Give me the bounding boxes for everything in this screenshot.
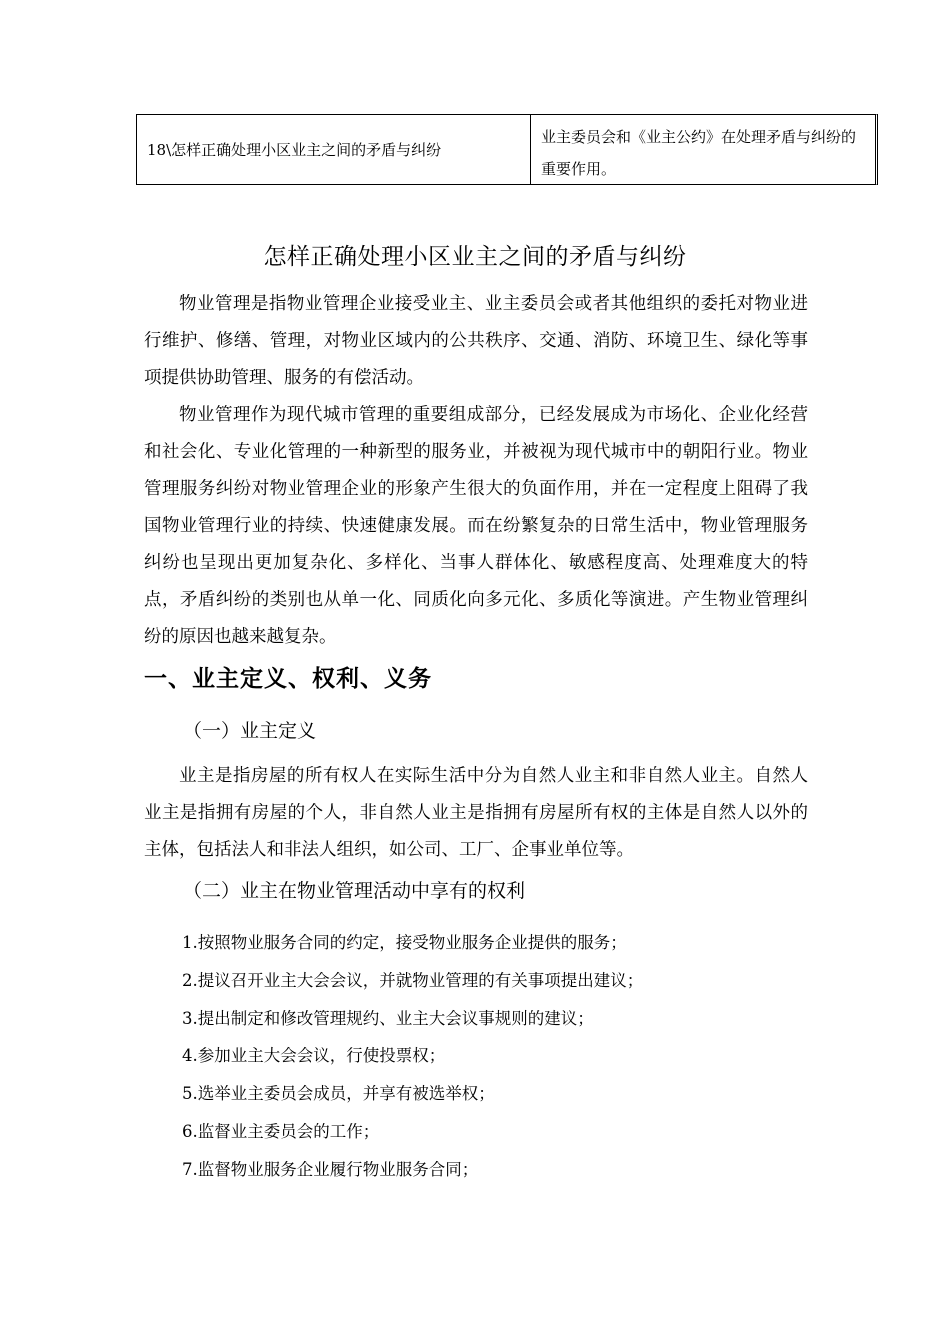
subsection-heading-definition: （一）业主定义 (183, 720, 317, 742)
section-heading-1: 一、业主定义、权利、义务 (144, 666, 432, 692)
header-cell-note: 业主委员会和《业主公约》在处理矛盾与纠纷的重要作用。 (541, 128, 857, 178)
document-title: 怎样正确处理小区业主之间的矛盾与纠纷 (263, 244, 687, 270)
header-cell-topic (137, 115, 531, 184)
header-cell-topic-text: 18\怎样正确处理小区业主之间的矛盾与纠纷 (147, 141, 442, 159)
intro-paragraph-1: 物业管理是指物业管理企业接受业主、业主委员会或者其他组织的委托对物业进行维护、修缮、管理，对物业区域内的公共秩序、交通、消防、环境卫生、绿化等事项提供协助管理、服务的有偿活动。 (144, 294, 808, 388)
list-item: 7.监督物业服务企业履行物业服务合同； (182, 1159, 479, 1179)
list-item: 3.提出制定和修改管理规约、业主大会议事规则的建议； (182, 1008, 594, 1028)
list-item: 2.提议召开业主大会会议，并就物业管理的有关事项提出建议； (182, 970, 644, 990)
intro-paragraph-2: 物业管理作为现代城市管理的重要组成部分，已经发展成为市场化、企业化经营和社会化、专业化管理的一种新型的服务业，并被视为现代城市中的朝阳行业。物业管理服务纠纷对物业管理企业的形象产生很大的负面作用，并在一定程度上阻碍了我国物业管理行业的持续、快速健康发展。而在纷繁复杂的日常生活中，物业管理服务纠纷也呈现出更加复杂化、多样化、当事人群体化、敏感程度高、处理难度大的特点，矛盾纠纷的类别也从单一化、同质化向多元化、多质化等演进。产生物业管理纠纷的原因也越来越复杂。 (144, 405, 808, 647)
definition-paragraph: 业主是指房屋的所有权人在实际生活中分为自然人业主和非自然人业主。自然人业主是指拥有房屋的个人，非自然人业主是指拥有房屋所有权的主体是自然人以外的主体，包括法人和非法人组织，如公司、工厂、企事业单位等。 (144, 766, 808, 860)
list-item: 5.选举业主委员会成员，并享有被选举权； (182, 1084, 495, 1104)
rights-list (182, 924, 643, 1189)
header-table (136, 114, 878, 185)
subsection-heading-rights: （二）业主在物业管理活动中享有的权利 (183, 880, 526, 902)
list-item: 1.按照物业服务合同的约定，接受物业服务企业提供的服务； (182, 933, 627, 952)
list-item: 6.监督业主委员会的工作； (182, 1121, 380, 1141)
list-item: 4.参加业主大会会议，行使投票权； (182, 1046, 446, 1066)
